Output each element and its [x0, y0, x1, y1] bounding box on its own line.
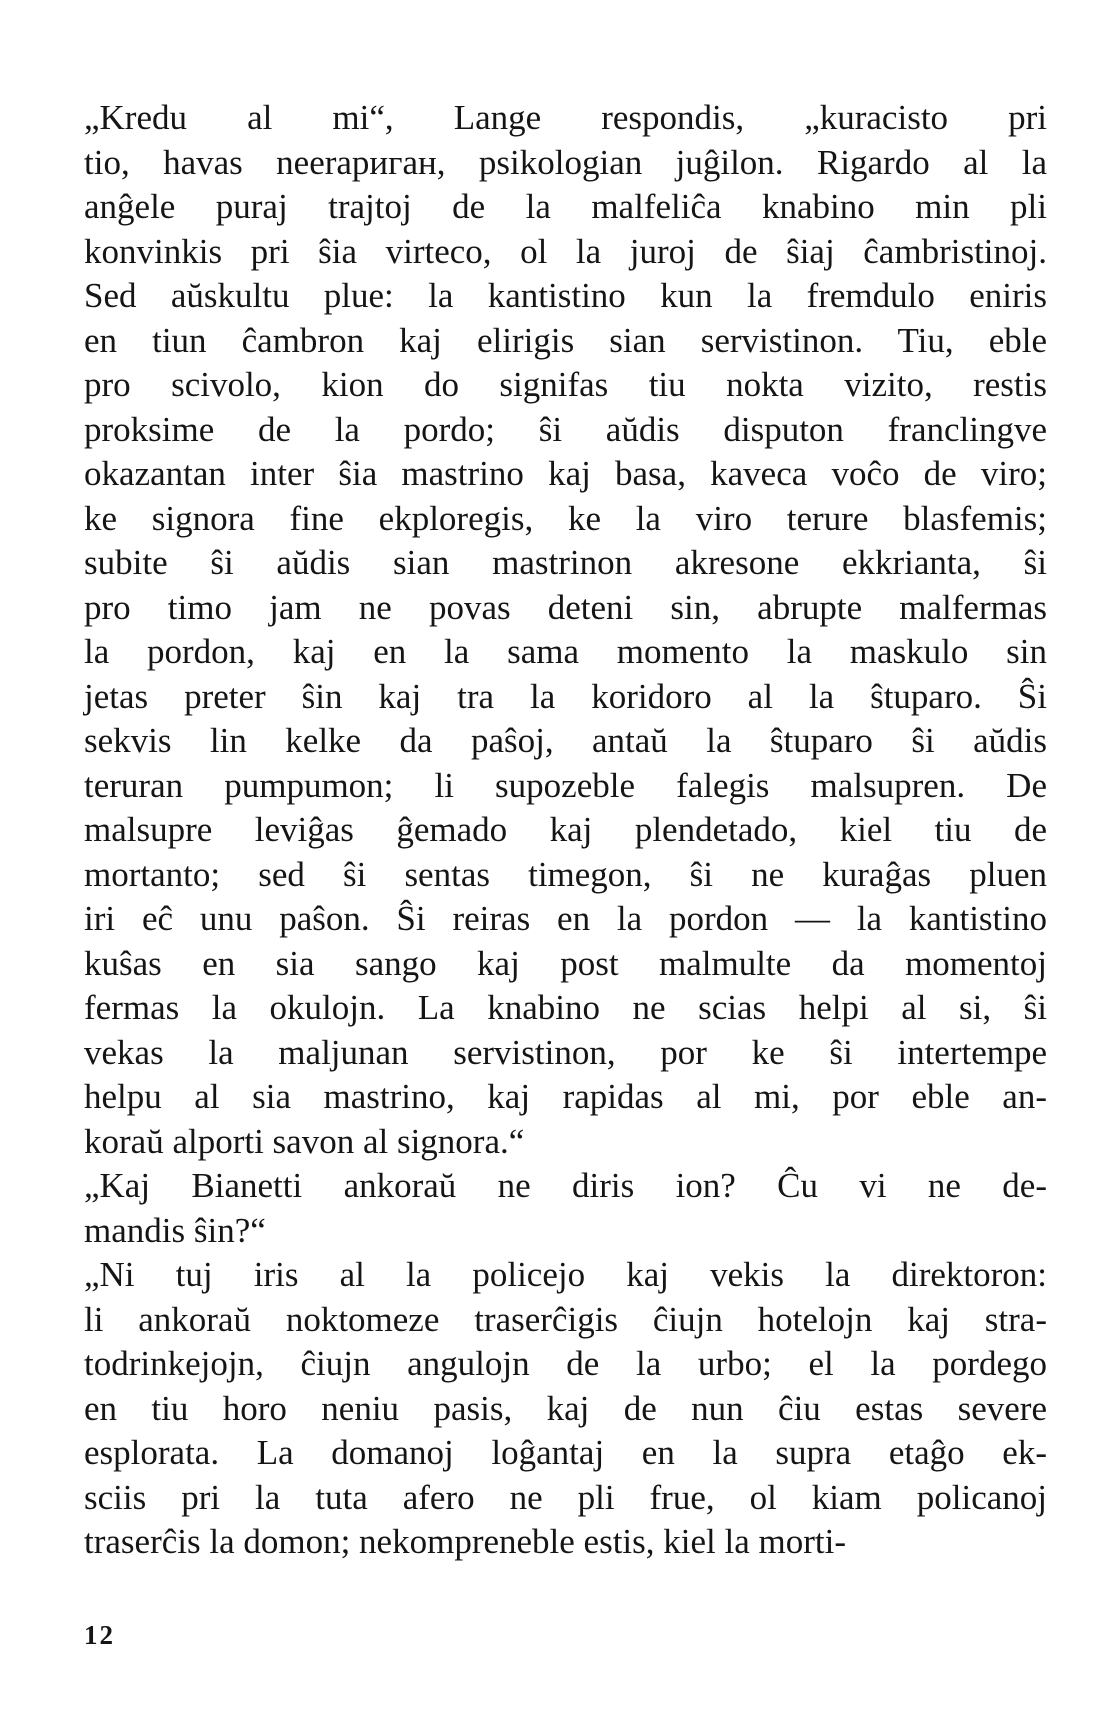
paragraph: [84, 1164, 1047, 1253]
text-line: fermas la okulojn. La knabino ne scias helpi al si, ŝi: [84, 988, 1047, 1027]
text-line: koraŭ alporti savon al signora.“: [84, 1121, 525, 1161]
text-line: helpu al sia mastrino, kaj rapidas al mi, por eble an-: [84, 1077, 1047, 1116]
text-line: proksime de la pordo; ŝi aŭdis disputon franclingve: [84, 409, 1047, 449]
paragraph: [84, 1253, 1047, 1565]
text-line: „Kaj Bianetti ankoraŭ ne diris ion? Ĉu vi ne de-: [84, 1166, 1047, 1205]
text-line: todrinkejojn, ĉiujn angulojn de la urbo; el la pordego: [84, 1344, 1047, 1383]
text-line: sciis pri la tuta afero ne pli frue, ol kiam policanoj: [84, 1477, 1047, 1517]
page-number: 12: [84, 1620, 115, 1650]
text-line: Sed aŭskultu plue: la kantistino kun la fremdulo eniris: [84, 276, 1047, 315]
text-line: mortanto; sed ŝi sentas timegon, ŝi ne kuraĝas pluen: [84, 854, 1047, 894]
text-line: sekvis lin kelke da paŝoj, antaŭ la ŝtuparo ŝi aŭdis: [84, 721, 1047, 760]
body-text: [84, 96, 1047, 1565]
text-line: en tiu horo neniu pasis, kaj de nun ĉiu estas severe: [84, 1388, 1047, 1428]
text-line: ke signora fine ekploregis, ke la viro terure blasfemis;: [84, 498, 1047, 538]
text-line: anĝele puraj trajtoj de la malfeliĉa knabino min pli: [84, 187, 1047, 226]
text-line: esplorata. La domanoj loĝantaj en la supra etaĝo ek-: [84, 1433, 1047, 1472]
text-line: vekas la maljunan servistinon, por ke ŝi intertempe: [84, 1032, 1047, 1072]
text-line: traserĉis la domon; nekompreneble estis, kiel la morti-: [84, 1522, 847, 1561]
text-line: tio, havas neeraриган, psikologian juĝilon. Rigardo al la: [84, 142, 1047, 182]
text-line: pro timo jam ne povas deteni sin, abrupte malfermas: [84, 587, 1047, 627]
text-line: „Kredu al mi“, Lange respondis, „kuracisto pri: [84, 98, 1047, 137]
text-line: iri eĉ unu paŝon. Ŝi reiras en la pordon — la kantistino: [84, 899, 1047, 938]
text-line: en tiun ĉambron kaj elirigis sian servistinon. Tiu, eble: [84, 320, 1047, 360]
text-line: la pordon, kaj en la sama momento la maskulo sin: [84, 632, 1047, 671]
text-line: mandis ŝin?“: [84, 1210, 266, 1250]
text-line: okazantan inter ŝia mastrino kaj basa, kaveca voĉo de viro;: [84, 454, 1047, 493]
text-line: teruran pumpumon; li supozeble falegis malsupren. De: [84, 765, 1047, 805]
text-line: malsupre leviĝas ĝemado kaj plendetado, kiel tiu de: [84, 810, 1047, 849]
text-line: subite ŝi aŭdis sian mastrinon akresone ekkrianta, ŝi: [84, 543, 1047, 582]
text-line: li ankoraŭ noktomeze traserĉigis ĉiujn hotelojn kaj stra-: [84, 1299, 1047, 1339]
text-line: konvinkis pri ŝia virteco, ol la juroj de ŝiaj ĉambristinoj.: [84, 231, 1047, 271]
text-line: „Ni tuj iris al la policejo kaj vekis la direktoron:: [84, 1255, 1047, 1294]
text-line: kuŝas en sia sango kaj post malmulte da momentoj: [84, 943, 1047, 983]
paragraph: [84, 96, 1047, 1164]
text-line: jetas preter ŝin kaj tra la koridoro al la ŝtuparo. Ŝi: [84, 676, 1047, 716]
text-line: pro scivolo, kion do signifas tiu nokta vizito, restis: [84, 365, 1047, 404]
